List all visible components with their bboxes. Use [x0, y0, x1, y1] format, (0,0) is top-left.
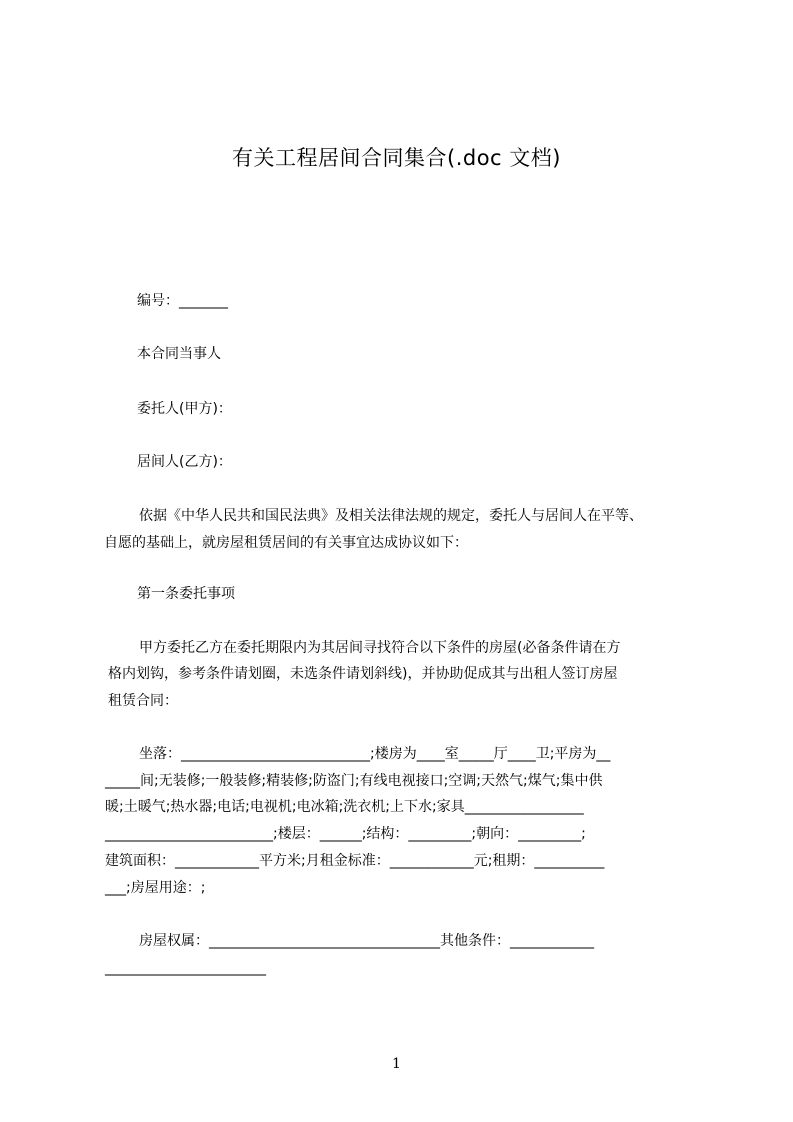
property-conditions-line-3: 暖;土暖气;热水器;电话;电视机;电冰箱;洗衣机;上下水;家具_________________: [105, 799, 584, 815]
parties-heading: 本合同当事人: [137, 346, 221, 362]
broker-party-line: 居间人(乙方)：: [137, 454, 232, 470]
preamble-line-1: 依据《中华人民共和国民法典》及相关法律法规的规定，委托人与居间人在平等、: [139, 508, 643, 524]
article-1-line-2: 格内划钩，参考条件请划圈，未选条件请划斜线)，并协助促成其与出租人签订房屋: [108, 666, 618, 682]
document-title: 有关工程居间合同集合(.doc 文档): [232, 146, 561, 170]
preamble-line-2: 自愿的基础上，就房屋租赁居间的有关事宜达成协议如下：: [104, 535, 468, 551]
client-party-line: 委托人(甲方)：: [137, 401, 232, 417]
page-number: 1: [392, 1056, 401, 1072]
contract-number-line: 编号：_______: [137, 293, 228, 309]
article-1-heading: 第一条委托事项: [137, 586, 235, 602]
ownership-line-2: _______________________: [105, 960, 266, 976]
ownership-line-1: 房屋权属：_________________________________其他条件：____________: [139, 933, 594, 949]
article-1-line-3: 租赁合同：: [108, 693, 178, 709]
property-conditions-line-1: 坐落：___________________________;楼房为____室_____厅____卫;平房为__: [139, 746, 611, 762]
property-conditions-line-5: 建筑面积：____________平方米;月租金标准：____________元;租期：__________: [105, 853, 605, 869]
property-conditions-line-6: ___;房屋用途：;: [105, 880, 206, 896]
property-conditions-line-2: _____间;无装修;一般装修;精装修;防盗门;有线电视接口;空调;天然气;煤气;集中供: [105, 773, 603, 789]
article-1-line-1: 甲方委托乙方在委托期限内为其居间寻找符合以下条件的房屋(必备条件请在方: [139, 640, 621, 656]
property-conditions-line-4: ________________________;楼层：______;结构：_________;朝向：_________;: [105, 826, 586, 842]
